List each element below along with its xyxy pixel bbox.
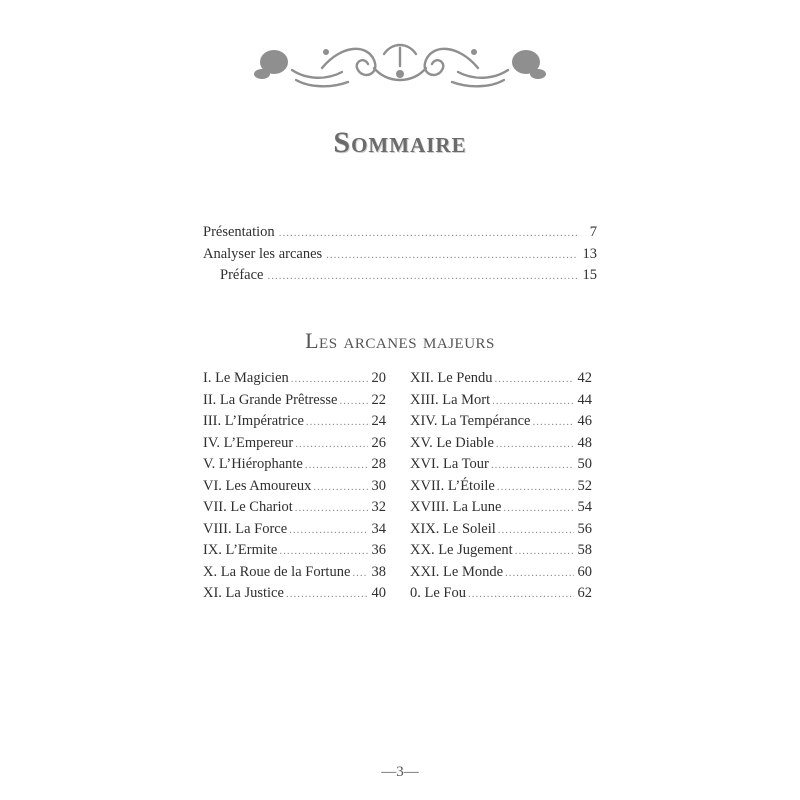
toc-entry-label: Présentation xyxy=(203,224,275,240)
dot-leader xyxy=(532,416,574,428)
dot-leader xyxy=(289,524,368,536)
intro-toc xyxy=(203,224,597,289)
toc-entry[interactable] xyxy=(203,521,386,543)
toc-entry-label: IV. L’Empereur xyxy=(203,434,294,451)
page-title: Sommaire xyxy=(333,126,467,159)
toc-entry-label: XIII. La Mort xyxy=(410,391,491,408)
toc-entry-page: 56 xyxy=(577,520,592,537)
toc-entry[interactable] xyxy=(203,478,386,500)
toc-entry-label: XVIII. La Lune xyxy=(410,499,502,515)
toc-entry-page: 15 xyxy=(582,267,597,283)
toc-entry-page: 20 xyxy=(371,370,386,386)
toc-entry-label: 0. Le Fou xyxy=(410,585,466,601)
toc-entry-label: VI. Les Amoureux xyxy=(203,477,312,494)
toc-entry-label: Préface xyxy=(220,267,264,283)
toc-entry-label: XX. Le Jugement xyxy=(410,542,513,558)
toc-entry-label: XXI. Le Monde xyxy=(410,563,504,580)
toc-entry[interactable] xyxy=(410,478,592,500)
toc-entry[interactable] xyxy=(410,542,592,564)
dot-leader xyxy=(498,524,574,536)
dot-leader xyxy=(326,249,577,261)
toc-entry-page: 7 xyxy=(589,224,597,240)
dot-leader xyxy=(295,438,368,450)
dot-leader xyxy=(497,481,574,493)
toc-entry-page: 62 xyxy=(577,585,592,601)
toc-entry-page: 36 xyxy=(371,542,386,558)
toc-entry-page: 58 xyxy=(577,542,592,558)
toc-entry-label: VII. Le Chariot xyxy=(203,499,293,515)
page-number: —3— xyxy=(381,764,419,780)
toc-entry-page: 34 xyxy=(371,520,386,537)
toc-entry[interactable] xyxy=(203,564,386,586)
dot-leader xyxy=(515,545,574,557)
dot-leader xyxy=(492,395,574,407)
toc-entry-label: V. L’Hiérophante xyxy=(203,456,303,472)
toc-entry[interactable] xyxy=(203,370,386,392)
dot-leader xyxy=(505,567,574,579)
toc-entry-page: 30 xyxy=(371,477,386,494)
dot-leader xyxy=(352,567,368,579)
toc-entry-label: X. La Roue de la Fortune xyxy=(203,563,351,580)
toc-entry-label: XII. Le Pendu xyxy=(410,370,493,386)
dot-leader xyxy=(279,545,368,557)
toc-left-column xyxy=(203,370,386,607)
toc-entry-page: 52 xyxy=(577,477,592,494)
toc-entry-page: 50 xyxy=(577,456,592,472)
toc-entry[interactable] xyxy=(410,392,592,414)
toc-entry-page: 54 xyxy=(577,499,592,515)
dot-leader xyxy=(305,459,368,471)
toc-entry-page: 13 xyxy=(582,245,597,262)
toc-entry-label: III. L’Impératrice xyxy=(203,413,304,429)
toc-entry-label: I. Le Magicien xyxy=(203,370,289,386)
dot-leader xyxy=(491,459,574,471)
toc-right-column xyxy=(410,370,592,607)
toc-entry-page: 38 xyxy=(371,563,386,580)
toc-entry[interactable] xyxy=(203,413,386,435)
toc-entry-page: 40 xyxy=(371,585,386,601)
toc-entry[interactable] xyxy=(203,456,386,478)
dot-leader xyxy=(503,502,574,514)
toc-entry[interactable] xyxy=(410,499,592,521)
toc-entry-label: Analyser les arcanes xyxy=(203,245,323,262)
toc-entry-page: 42 xyxy=(577,370,592,386)
toc-entry-page: 28 xyxy=(371,456,386,472)
toc-entry-page: 44 xyxy=(577,391,592,408)
toc-entry-label: XIX. Le Soleil xyxy=(410,520,496,537)
toc-entry-label: IX. L’Ermite xyxy=(203,542,278,558)
toc-entry[interactable] xyxy=(410,564,592,586)
floral-ornament-icon xyxy=(252,34,548,92)
toc-entry-label: XIV. La Tempérance xyxy=(410,413,531,429)
dot-leader xyxy=(495,373,574,385)
toc-entry-label: II. La Grande Prêtresse xyxy=(203,391,338,408)
toc-entry[interactable] xyxy=(203,224,597,246)
toc-entry[interactable] xyxy=(203,435,386,457)
toc-entry[interactable] xyxy=(203,585,386,607)
toc-entry-page: 46 xyxy=(577,413,592,429)
toc-entry-label: VIII. La Force xyxy=(203,520,288,537)
toc-entry-page: 32 xyxy=(371,499,386,515)
dot-leader xyxy=(286,588,368,600)
dot-leader xyxy=(313,481,368,493)
toc-entry-label: XVII. L’Étoile xyxy=(410,477,495,494)
toc-entry[interactable] xyxy=(410,521,592,543)
toc-entry-page: 60 xyxy=(577,563,592,580)
toc-entry-label: XV. Le Diable xyxy=(410,434,494,451)
dot-leader xyxy=(496,438,574,450)
toc-entry-page: 24 xyxy=(371,413,386,429)
toc-entry-label: XVI. La Tour xyxy=(410,456,489,472)
toc-entry-page: 22 xyxy=(371,391,386,408)
toc-entry[interactable] xyxy=(203,499,386,521)
toc-entry-page: 26 xyxy=(371,434,386,451)
section-title: Les arcanes majeurs xyxy=(305,328,495,353)
toc-entry[interactable] xyxy=(203,267,597,289)
toc-entry[interactable] xyxy=(410,585,592,607)
toc-entry[interactable] xyxy=(410,435,592,457)
dot-leader xyxy=(267,270,577,282)
toc-entry[interactable] xyxy=(410,413,592,435)
dot-leader xyxy=(291,373,368,385)
toc-entry[interactable] xyxy=(410,370,592,392)
dot-leader xyxy=(339,395,368,407)
toc-entry[interactable] xyxy=(203,542,386,564)
dot-leader xyxy=(295,502,368,514)
dot-leader xyxy=(468,588,574,600)
dot-leader xyxy=(279,227,577,239)
toc-entry-page: 48 xyxy=(577,434,592,451)
toc-entry[interactable] xyxy=(203,246,597,268)
toc-entry[interactable] xyxy=(203,392,386,414)
toc-entry[interactable] xyxy=(410,456,592,478)
dot-leader xyxy=(306,416,368,428)
toc-entry-label: XI. La Justice xyxy=(203,585,284,601)
